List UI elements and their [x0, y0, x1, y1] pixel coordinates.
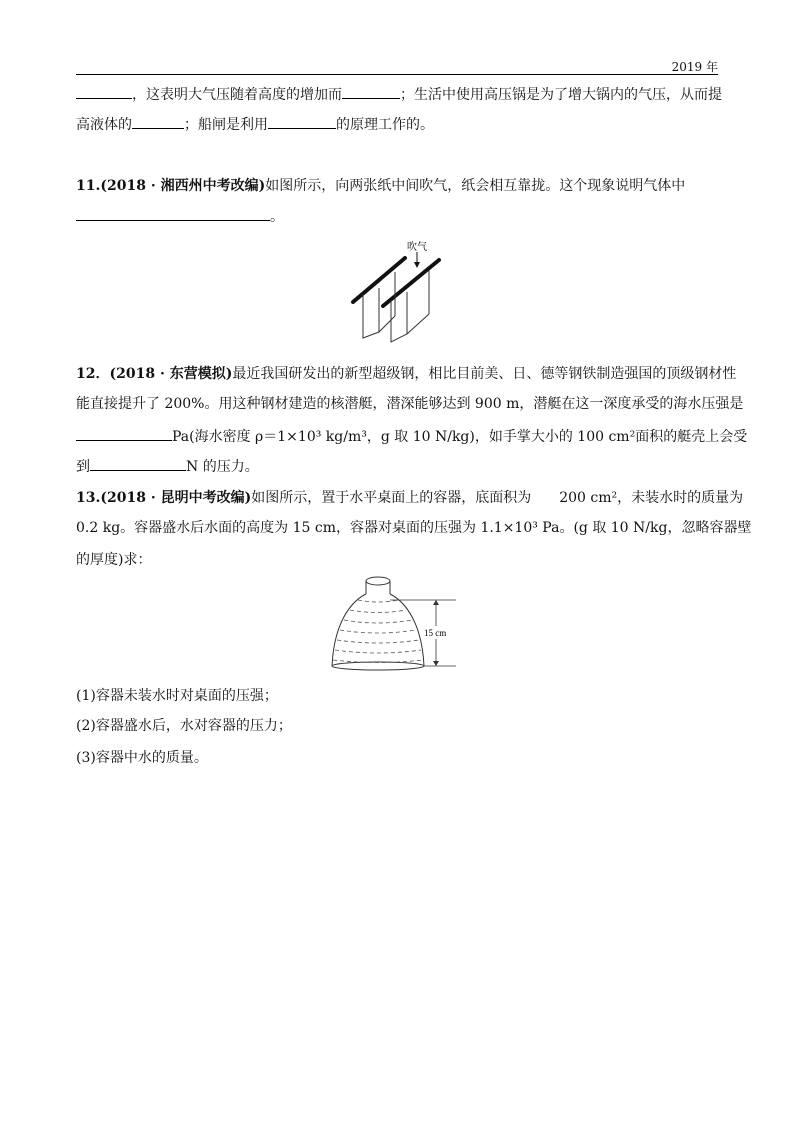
question-text: 0.2 kg。容器盛水后水面的高度为 15 cm，容器对桌面的压强为 1.1×10³ Pa。(g 取 10 N/kg，忽略容器壁 [76, 520, 752, 536]
q10-line-1 [76, 84, 722, 105]
q13-sub-3 [76, 748, 208, 768]
question-text: 到 [76, 459, 90, 475]
answer-blank[interactable] [76, 84, 132, 99]
answer-blank[interactable] [76, 426, 172, 441]
answer-blank[interactable] [90, 456, 186, 471]
answer-blank[interactable] [268, 114, 336, 129]
q12-line-2 [76, 394, 743, 414]
answer-blank[interactable] [76, 206, 270, 221]
question-source: (2018 · 昆明中考改编) [100, 490, 252, 506]
q13-line-2 [76, 518, 751, 538]
q11-line-1 [76, 176, 685, 196]
question-text: 的厚度)求： [76, 552, 152, 568]
answer-blank[interactable] [342, 84, 400, 99]
q12-line-4 [76, 456, 259, 477]
question-text: 能直接提升了 200%。用这种钢材建造的核潜艇，潜深能够达到 900 m，潜艇在这一深度承受的海水压强是 [76, 396, 744, 412]
question-number: 12． [76, 366, 110, 382]
container-figure [328, 574, 464, 672]
q12-line-1 [76, 364, 736, 384]
question-number: 11. [76, 178, 101, 194]
q13-line-1 [76, 488, 743, 508]
question-source: (2018 · 东营模拟) [109, 366, 233, 382]
q10-text: ；船闸是利用 [184, 117, 268, 133]
paper-blowing-figure [345, 236, 455, 346]
question-number: 13. [76, 490, 101, 506]
q13-sub-2 [76, 716, 292, 736]
sub-question: (3)容器中水的质量。 [76, 750, 208, 766]
question-text: 如图所示，置于水平桌面上的容器，底面积为 200 cm²，未装水时的质量为 [251, 490, 744, 506]
header-rule [76, 74, 718, 75]
q11-line-2 [76, 206, 284, 227]
height-label: 15 cm [424, 628, 447, 638]
question-text: N 的压力。 [186, 459, 259, 475]
answer-blank[interactable] [132, 114, 184, 129]
q10-line-2 [76, 114, 434, 135]
q13-sub-1 [76, 686, 278, 706]
question-text: 。 [270, 209, 284, 225]
q13-line-3 [76, 550, 151, 570]
sub-question: (1)容器未装水时对桌面的压强； [76, 688, 278, 704]
sub-question: (2)容器盛水后，水对容器的压力； [76, 718, 292, 734]
q10-text: ，这表明大气压随着高度的增加而 [132, 87, 342, 103]
q10-text: ；生活中使用高压锅是为了增大锅内的气压，从而提 [400, 87, 722, 103]
question-text: 如图所示，向两张纸中间吹气，纸会相互靠拢。这个现象说明气体中 [265, 178, 686, 194]
question-text: 最近我国研发出的新型超级钢，相比目前美、日、德等钢铁制造强国的顶级钢材性 [232, 366, 737, 382]
q12-line-3 [76, 426, 747, 447]
q10-text: 的原理工作的。 [336, 117, 434, 133]
question-text: Pa(海水密度 ρ＝1×10³ kg/m³，g 取 10 N/kg)，如手掌大小的 100 cm²面积的艇壳上会受 [172, 429, 748, 445]
header-year: 2019 年 [671, 60, 718, 74]
question-source: (2018 · 湘西州中考改编) [100, 178, 266, 194]
figure-label: 吹气 [407, 242, 427, 253]
q10-text: 高液体的 [76, 117, 132, 133]
